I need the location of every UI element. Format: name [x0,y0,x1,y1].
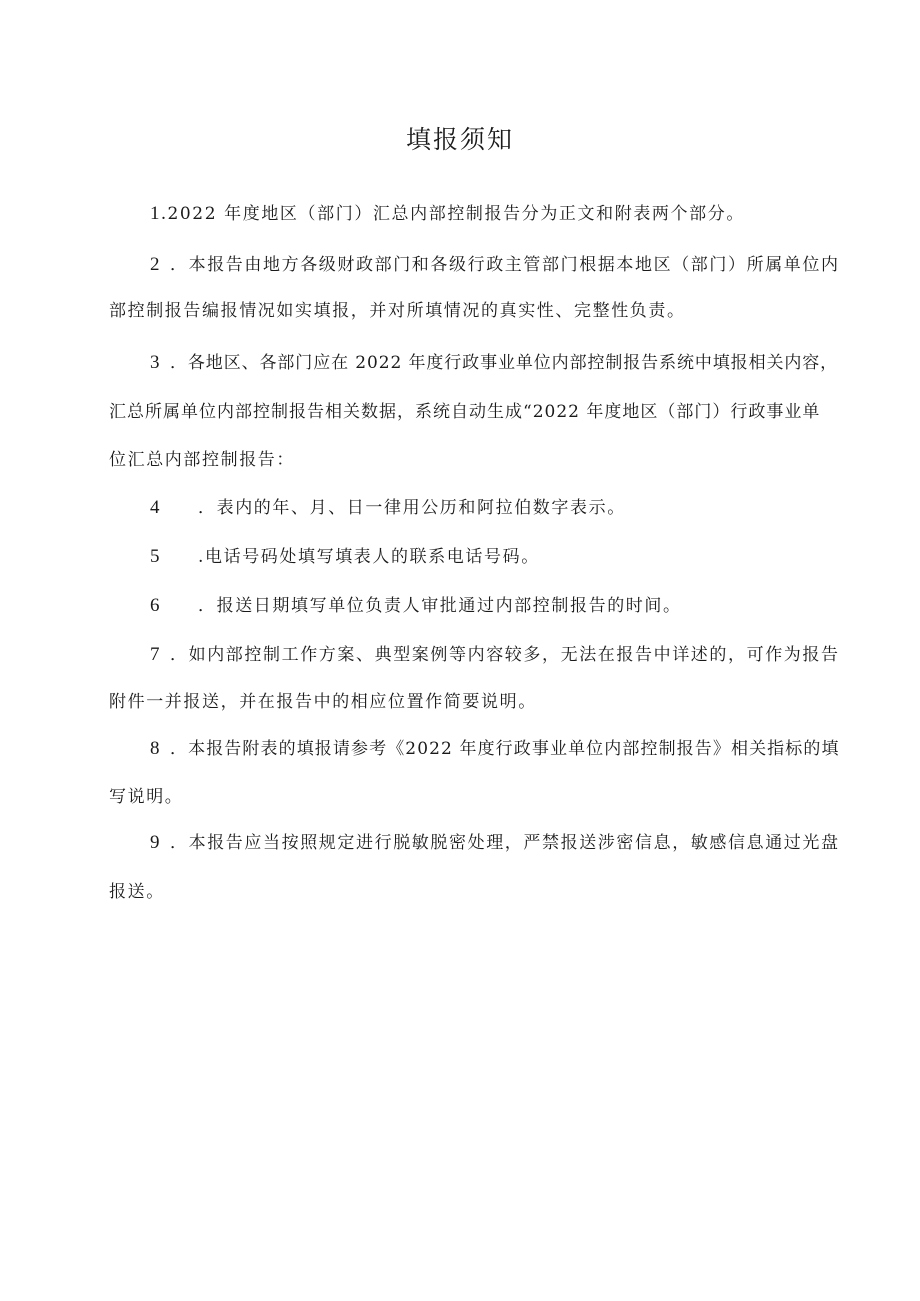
item-6-number: 6 [150,595,162,616]
item-5-text-1: .电话号码处填写填表人的联系电话号码。 [198,547,540,567]
item-9-text-1: ．本报告应当按照规定进行脱敏脱密处理，严禁报送涉密信息，敏感信息通过光盘 [170,833,840,853]
page-title: 填报须知 [405,125,514,154]
item-9-number: 9 [150,832,162,853]
item-4-line-1 [150,496,626,520]
item-3-text-3: 位汇总内部控制报告： [109,450,295,470]
item-3-text-1: ．各地区、各部门应在 2022 年度行政事业单位内部控制报告系统中填报相关内容， [170,353,839,373]
item-6-line-1 [150,594,682,618]
item-1-number: 1. [150,203,168,224]
item-9-line-2 [109,880,165,904]
item-8-number: 8 [150,738,161,759]
item-3-number: 3 [150,352,161,373]
item-7-text-1: ．如内部控制工作方案、典型案例等内容较多，无法在报告中详述的，可作为报告 [170,645,840,665]
item-1-line-1 [150,202,745,226]
item-3-line-1 [150,351,838,375]
item-9-text-2: 报送。 [109,882,165,902]
item-2-line-1 [150,253,840,277]
item-6-text-1: ．报送日期填写单位负责人审批通过内部控制报告的时间。 [198,596,682,616]
item-3-line-3 [109,448,295,472]
item-5-line-1 [150,545,540,569]
item-3-line-2 [109,400,820,424]
item-7-line-2 [109,690,537,714]
item-5-number: 5 [150,546,162,567]
item-8-text-1: ．本报告附表的填报请参考《2022 年度行政事业单位内部控制报告》相关指标的填 [170,739,840,759]
item-2-line-2 [109,299,686,323]
item-2-text-2: 部控制报告编报情况如实填报，并对所填情况的真实性、完整性负责。 [109,301,686,321]
item-4-number: 4 [150,497,162,518]
item-7-text-2: 附件一并报送，并在报告中的相应位置作简要说明。 [109,692,537,712]
item-8-text-2: 写说明。 [109,787,184,807]
item-8-line-2 [109,785,183,809]
item-1-text-1: 2022 年度地区（部门）汇总内部控制报告分为正文和附表两个部分。 [167,204,745,224]
item-9-line-1 [150,831,840,855]
item-4-text-1: ．表内的年、月、日一律用公历和阿拉伯数字表示。 [198,498,626,518]
item-8-line-1 [150,737,840,761]
item-2-text-1: ．本报告由地方各级财政部门和各级行政主管部门根据本地区（部门）所属单位内 [170,255,840,275]
item-7-number: 7 [150,644,162,665]
item-2-number: 2 [150,254,162,275]
item-7-line-1 [150,643,840,667]
item-3-text-2: 汇总所属单位内部控制报告相关数据，系统自动生成“2022 年度地区（部门）行政事业单 [109,402,821,422]
